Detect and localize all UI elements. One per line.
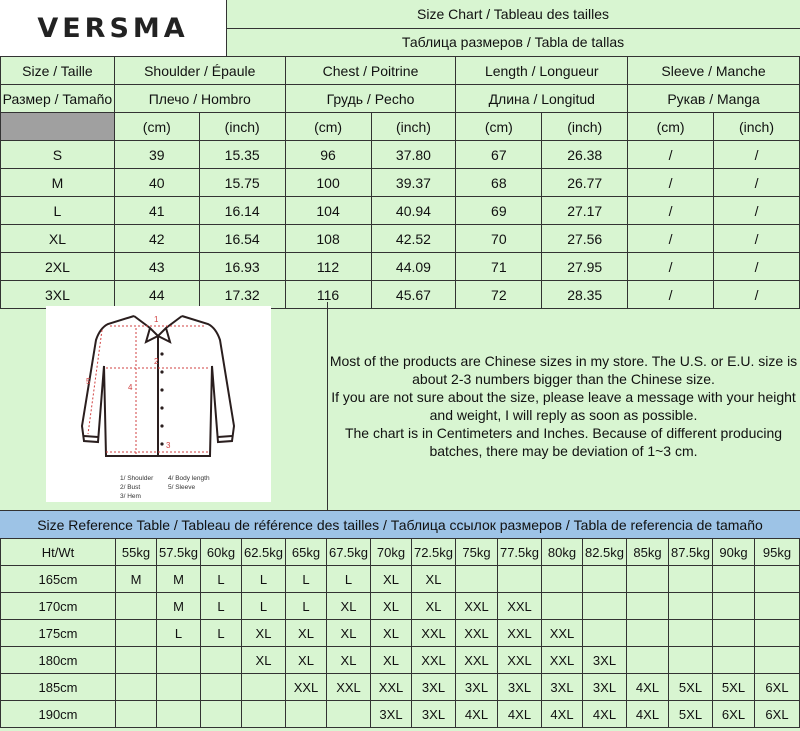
weight-header: 55kg bbox=[116, 539, 157, 566]
height-label: 175cm bbox=[1, 620, 116, 647]
size-value: 15.75 bbox=[199, 169, 285, 197]
size-label: S bbox=[1, 141, 115, 169]
weight-header: 75kg bbox=[456, 539, 498, 566]
reference-table bbox=[0, 538, 800, 728]
size-value: 27.95 bbox=[542, 253, 628, 281]
header-chest: Chest / Poitrine bbox=[285, 57, 456, 85]
note-line: and weight, I will reply as soon as possible. bbox=[429, 407, 698, 423]
size-value: 27.56 bbox=[542, 225, 628, 253]
reference-cell bbox=[755, 647, 800, 674]
reference-cell bbox=[755, 620, 800, 647]
reference-cell: 3XL bbox=[412, 674, 456, 701]
size-value: 39 bbox=[114, 141, 199, 169]
size-label: L bbox=[1, 197, 115, 225]
reference-cell bbox=[201, 674, 242, 701]
size-value: 112 bbox=[285, 253, 371, 281]
reference-cell: XXL bbox=[542, 620, 583, 647]
reference-cell bbox=[755, 566, 800, 593]
reference-cell: L bbox=[286, 566, 327, 593]
header-sleeve-alt: Рукав / Manga bbox=[628, 85, 800, 113]
reference-cell: L bbox=[201, 566, 242, 593]
reference-cell: XXL bbox=[498, 647, 542, 674]
reference-cell: 4XL bbox=[583, 701, 627, 728]
units-corner bbox=[1, 113, 115, 141]
size-note bbox=[327, 302, 800, 511]
reference-corner: Ht/Wt bbox=[1, 539, 116, 566]
reference-cell bbox=[157, 674, 201, 701]
reference-cell: XXL bbox=[371, 674, 412, 701]
reference-header-row bbox=[1, 539, 800, 566]
reference-cell: XL bbox=[412, 566, 456, 593]
reference-cell bbox=[713, 647, 755, 674]
reference-cell bbox=[116, 647, 157, 674]
weight-header: 70kg bbox=[371, 539, 412, 566]
reference-cell: XL bbox=[327, 647, 371, 674]
chart-title: Size Chart / Tableau des tailles bbox=[226, 0, 800, 29]
reference-row bbox=[1, 647, 800, 674]
size-value: 100 bbox=[285, 169, 371, 197]
size-row bbox=[1, 197, 800, 225]
weight-header: 80kg bbox=[542, 539, 583, 566]
reference-cell bbox=[456, 566, 498, 593]
size-value: 69 bbox=[456, 197, 542, 225]
note-line: Most of the products are Chinese sizes in my store. The U.S. or E.U. size is bbox=[329, 353, 798, 369]
reference-cell bbox=[627, 566, 669, 593]
size-label: 2XL bbox=[1, 253, 115, 281]
size-label: XL bbox=[1, 225, 115, 253]
reference-cell bbox=[116, 701, 157, 728]
header-sleeve: Sleeve / Manche bbox=[628, 57, 800, 85]
size-value: 17.32 bbox=[199, 281, 285, 309]
reference-cell: 4XL bbox=[456, 701, 498, 728]
reference-cell bbox=[627, 647, 669, 674]
size-value: 44 bbox=[114, 281, 199, 309]
size-value: 37.80 bbox=[371, 141, 456, 169]
weight-header: 62.5kg bbox=[242, 539, 286, 566]
size-value: 68 bbox=[456, 169, 542, 197]
size-value: / bbox=[714, 169, 800, 197]
reference-cell: XXL bbox=[498, 593, 542, 620]
label-number-4: 4 bbox=[128, 383, 133, 392]
size-value: / bbox=[628, 197, 714, 225]
size-value: 108 bbox=[285, 225, 371, 253]
reference-row bbox=[1, 674, 800, 701]
brand-logo: VERSMA bbox=[0, 0, 227, 57]
size-value: / bbox=[714, 197, 800, 225]
label-number-1: 1 bbox=[154, 315, 159, 324]
size-value: 41 bbox=[114, 197, 199, 225]
reference-cell bbox=[157, 647, 201, 674]
reference-title: Size Reference Table / Tableau de référence des tailles / Таблица ссылок размеров / Tabla de referencia de tamaño bbox=[0, 511, 800, 539]
reference-cell bbox=[242, 674, 286, 701]
size-value: / bbox=[628, 253, 714, 281]
reference-cell bbox=[627, 593, 669, 620]
shirt-button bbox=[160, 442, 163, 445]
reference-row bbox=[1, 620, 800, 647]
note-line: batches, there may be deviation of 1~3 cm. bbox=[429, 443, 698, 459]
header-size: Size / Taille bbox=[1, 57, 115, 85]
height-label: 170cm bbox=[1, 593, 116, 620]
size-table bbox=[0, 56, 800, 309]
legend-body-length: 4/ Body length bbox=[168, 475, 210, 482]
units-row bbox=[1, 113, 800, 141]
size-label: M bbox=[1, 169, 115, 197]
reference-cell: XL bbox=[286, 647, 327, 674]
weight-header: 72.5kg bbox=[412, 539, 456, 566]
size-value: / bbox=[628, 281, 714, 309]
weight-header: 60kg bbox=[201, 539, 242, 566]
reference-cell: 3XL bbox=[542, 674, 583, 701]
size-value: 39.37 bbox=[371, 169, 456, 197]
reference-cell bbox=[755, 593, 800, 620]
size-value: 44.09 bbox=[371, 253, 456, 281]
reference-row bbox=[1, 701, 800, 728]
shirt-button bbox=[160, 424, 163, 427]
size-value: 40.94 bbox=[371, 197, 456, 225]
reference-cell: M bbox=[157, 593, 201, 620]
reference-cell: XL bbox=[371, 620, 412, 647]
reference-cell bbox=[669, 647, 713, 674]
reference-cell: XL bbox=[327, 593, 371, 620]
reference-cell bbox=[327, 701, 371, 728]
size-value: 96 bbox=[285, 141, 371, 169]
reference-cell: L bbox=[286, 593, 327, 620]
reference-cell bbox=[669, 566, 713, 593]
label-number-5: 5 bbox=[86, 377, 91, 386]
size-row bbox=[1, 169, 800, 197]
label-number-2: 2 bbox=[154, 357, 159, 366]
size-value: 116 bbox=[285, 281, 371, 309]
reference-cell: 4XL bbox=[627, 701, 669, 728]
size-value: 104 bbox=[285, 197, 371, 225]
reference-cell: XXL bbox=[456, 647, 498, 674]
weight-header: 67.5kg bbox=[327, 539, 371, 566]
reference-cell: 3XL bbox=[456, 674, 498, 701]
reference-cell bbox=[286, 701, 327, 728]
unit-cell: (inch) bbox=[542, 113, 628, 141]
note-line: The chart is in Centimeters and Inches. Because of different producing bbox=[344, 425, 783, 441]
note-line: If you are not sure about the size, please leave a message with your height bbox=[331, 389, 796, 405]
reference-cell: 6XL bbox=[713, 701, 755, 728]
reference-cell: 5XL bbox=[713, 674, 755, 701]
size-value: / bbox=[714, 281, 800, 309]
weight-header: 57.5kg bbox=[157, 539, 201, 566]
reference-cell bbox=[542, 593, 583, 620]
size-value: 42 bbox=[114, 225, 199, 253]
unit-cell: (cm) bbox=[456, 113, 542, 141]
unit-cell: (inch) bbox=[371, 113, 456, 141]
reference-cell bbox=[583, 593, 627, 620]
size-value: 70 bbox=[456, 225, 542, 253]
size-value: 67 bbox=[456, 141, 542, 169]
chart-subtitle: Таблица размеров / Tabla de tallas bbox=[226, 28, 800, 57]
reference-cell bbox=[713, 620, 755, 647]
reference-cell bbox=[498, 566, 542, 593]
unit-cell: (cm) bbox=[114, 113, 199, 141]
reference-cell: 6XL bbox=[755, 674, 800, 701]
size-value: 28.35 bbox=[542, 281, 628, 309]
reference-cell bbox=[157, 701, 201, 728]
reference-cell: 3XL bbox=[371, 701, 412, 728]
reference-cell: L bbox=[242, 593, 286, 620]
reference-cell: L bbox=[201, 593, 242, 620]
reference-cell: XL bbox=[371, 566, 412, 593]
weight-header: 87.5kg bbox=[669, 539, 713, 566]
legend-shoulder: 1/ Shoulder bbox=[120, 475, 154, 482]
header-chest-alt: Грудь / Pecho bbox=[285, 85, 456, 113]
diagram-panel bbox=[0, 302, 328, 511]
reference-cell bbox=[542, 566, 583, 593]
reference-cell: L bbox=[201, 620, 242, 647]
header-shoulder-alt: Плечо / Hombro bbox=[114, 85, 285, 113]
size-value: / bbox=[714, 225, 800, 253]
reference-cell bbox=[116, 593, 157, 620]
reference-cell: 3XL bbox=[583, 674, 627, 701]
reference-cell: 3XL bbox=[412, 701, 456, 728]
reference-cell: XXL bbox=[412, 620, 456, 647]
size-value: / bbox=[628, 225, 714, 253]
reference-cell: L bbox=[327, 566, 371, 593]
size-value: / bbox=[714, 141, 800, 169]
reference-cell: XL bbox=[242, 620, 286, 647]
weight-header: 65kg bbox=[286, 539, 327, 566]
reference-cell: M bbox=[116, 566, 157, 593]
reference-cell: 5XL bbox=[669, 674, 713, 701]
size-value: / bbox=[628, 141, 714, 169]
size-label: 3XL bbox=[1, 281, 115, 309]
reference-cell: XXL bbox=[286, 674, 327, 701]
size-value: 45.67 bbox=[371, 281, 456, 309]
size-value: 16.93 bbox=[199, 253, 285, 281]
reference-cell: 3XL bbox=[498, 674, 542, 701]
unit-cell: (cm) bbox=[285, 113, 371, 141]
note-line: about 2-3 numbers bigger than the Chinese size. bbox=[412, 371, 715, 387]
reference-cell: XL bbox=[371, 647, 412, 674]
height-label: 165cm bbox=[1, 566, 116, 593]
size-value: / bbox=[714, 253, 800, 281]
unit-cell: (inch) bbox=[714, 113, 800, 141]
legend-bust: 2/ Bust bbox=[120, 484, 141, 491]
size-header-row-2 bbox=[1, 85, 800, 113]
size-value: 26.77 bbox=[542, 169, 628, 197]
info-section bbox=[0, 302, 800, 510]
reference-cell bbox=[669, 593, 713, 620]
weight-header: 90kg bbox=[713, 539, 755, 566]
size-row bbox=[1, 253, 800, 281]
reference-cell bbox=[583, 566, 627, 593]
size-value: 26.38 bbox=[542, 141, 628, 169]
reference-cell bbox=[713, 566, 755, 593]
size-value: 16.14 bbox=[199, 197, 285, 225]
reference-cell: XXL bbox=[327, 674, 371, 701]
reference-cell bbox=[713, 593, 755, 620]
weight-header: 85kg bbox=[627, 539, 669, 566]
reference-cell bbox=[669, 620, 713, 647]
reference-cell: M bbox=[157, 566, 201, 593]
legend-hem: 3/ Hem bbox=[120, 493, 141, 500]
size-value: 42.52 bbox=[371, 225, 456, 253]
unit-cell: (inch) bbox=[199, 113, 285, 141]
reference-cell: 5XL bbox=[669, 701, 713, 728]
legend-sleeve: 5/ Sleeve bbox=[168, 484, 196, 491]
height-label: 190cm bbox=[1, 701, 116, 728]
height-label: 180cm bbox=[1, 647, 116, 674]
reference-cell: XXL bbox=[456, 620, 498, 647]
reference-cell bbox=[627, 620, 669, 647]
weight-header: 77.5kg bbox=[498, 539, 542, 566]
reference-row bbox=[1, 593, 800, 620]
reference-cell bbox=[242, 701, 286, 728]
reference-cell: L bbox=[242, 566, 286, 593]
header-length: Length / Longueur bbox=[456, 57, 628, 85]
reference-cell: 6XL bbox=[755, 701, 800, 728]
header-shoulder: Shoulder / Épaule bbox=[114, 57, 285, 85]
reference-cell bbox=[201, 701, 242, 728]
header-size-alt: Размер / Tamaño bbox=[1, 85, 115, 113]
size-value: 72 bbox=[456, 281, 542, 309]
size-row bbox=[1, 225, 800, 253]
reference-row bbox=[1, 566, 800, 593]
shirt-button bbox=[160, 406, 163, 409]
reference-cell: 3XL bbox=[583, 647, 627, 674]
header-length-alt: Длина / Longitud bbox=[456, 85, 628, 113]
shirt-diagram bbox=[46, 306, 271, 502]
reference-cell bbox=[201, 647, 242, 674]
reference-cell: 4XL bbox=[627, 674, 669, 701]
size-row bbox=[1, 141, 800, 169]
size-value: 40 bbox=[114, 169, 199, 197]
reference-cell: 4XL bbox=[498, 701, 542, 728]
size-value: 27.17 bbox=[542, 197, 628, 225]
weight-header: 95kg bbox=[755, 539, 800, 566]
reference-cell: XL bbox=[412, 593, 456, 620]
reference-cell bbox=[116, 620, 157, 647]
reference-cell: L bbox=[157, 620, 201, 647]
reference-cell: XL bbox=[327, 620, 371, 647]
weight-header: 82.5kg bbox=[583, 539, 627, 566]
reference-cell: XL bbox=[242, 647, 286, 674]
reference-cell: XL bbox=[286, 620, 327, 647]
reference-cell: XL bbox=[371, 593, 412, 620]
size-value: / bbox=[628, 169, 714, 197]
height-label: 185cm bbox=[1, 674, 116, 701]
unit-cell: (cm) bbox=[628, 113, 714, 141]
reference-cell: XXL bbox=[542, 647, 583, 674]
reference-cell: 4XL bbox=[542, 701, 583, 728]
size-value: 71 bbox=[456, 253, 542, 281]
size-value: 15.35 bbox=[199, 141, 285, 169]
reference-cell: XXL bbox=[498, 620, 542, 647]
reference-cell bbox=[583, 620, 627, 647]
size-value: 16.54 bbox=[199, 225, 285, 253]
reference-cell: XXL bbox=[412, 647, 456, 674]
size-header-row-1 bbox=[1, 57, 800, 85]
shirt-button bbox=[160, 370, 163, 373]
size-value: 43 bbox=[114, 253, 199, 281]
reference-cell bbox=[116, 674, 157, 701]
shirt-button bbox=[160, 352, 163, 355]
reference-cell: XXL bbox=[456, 593, 498, 620]
shirt-button bbox=[160, 388, 163, 391]
label-number-3: 3 bbox=[166, 441, 171, 450]
